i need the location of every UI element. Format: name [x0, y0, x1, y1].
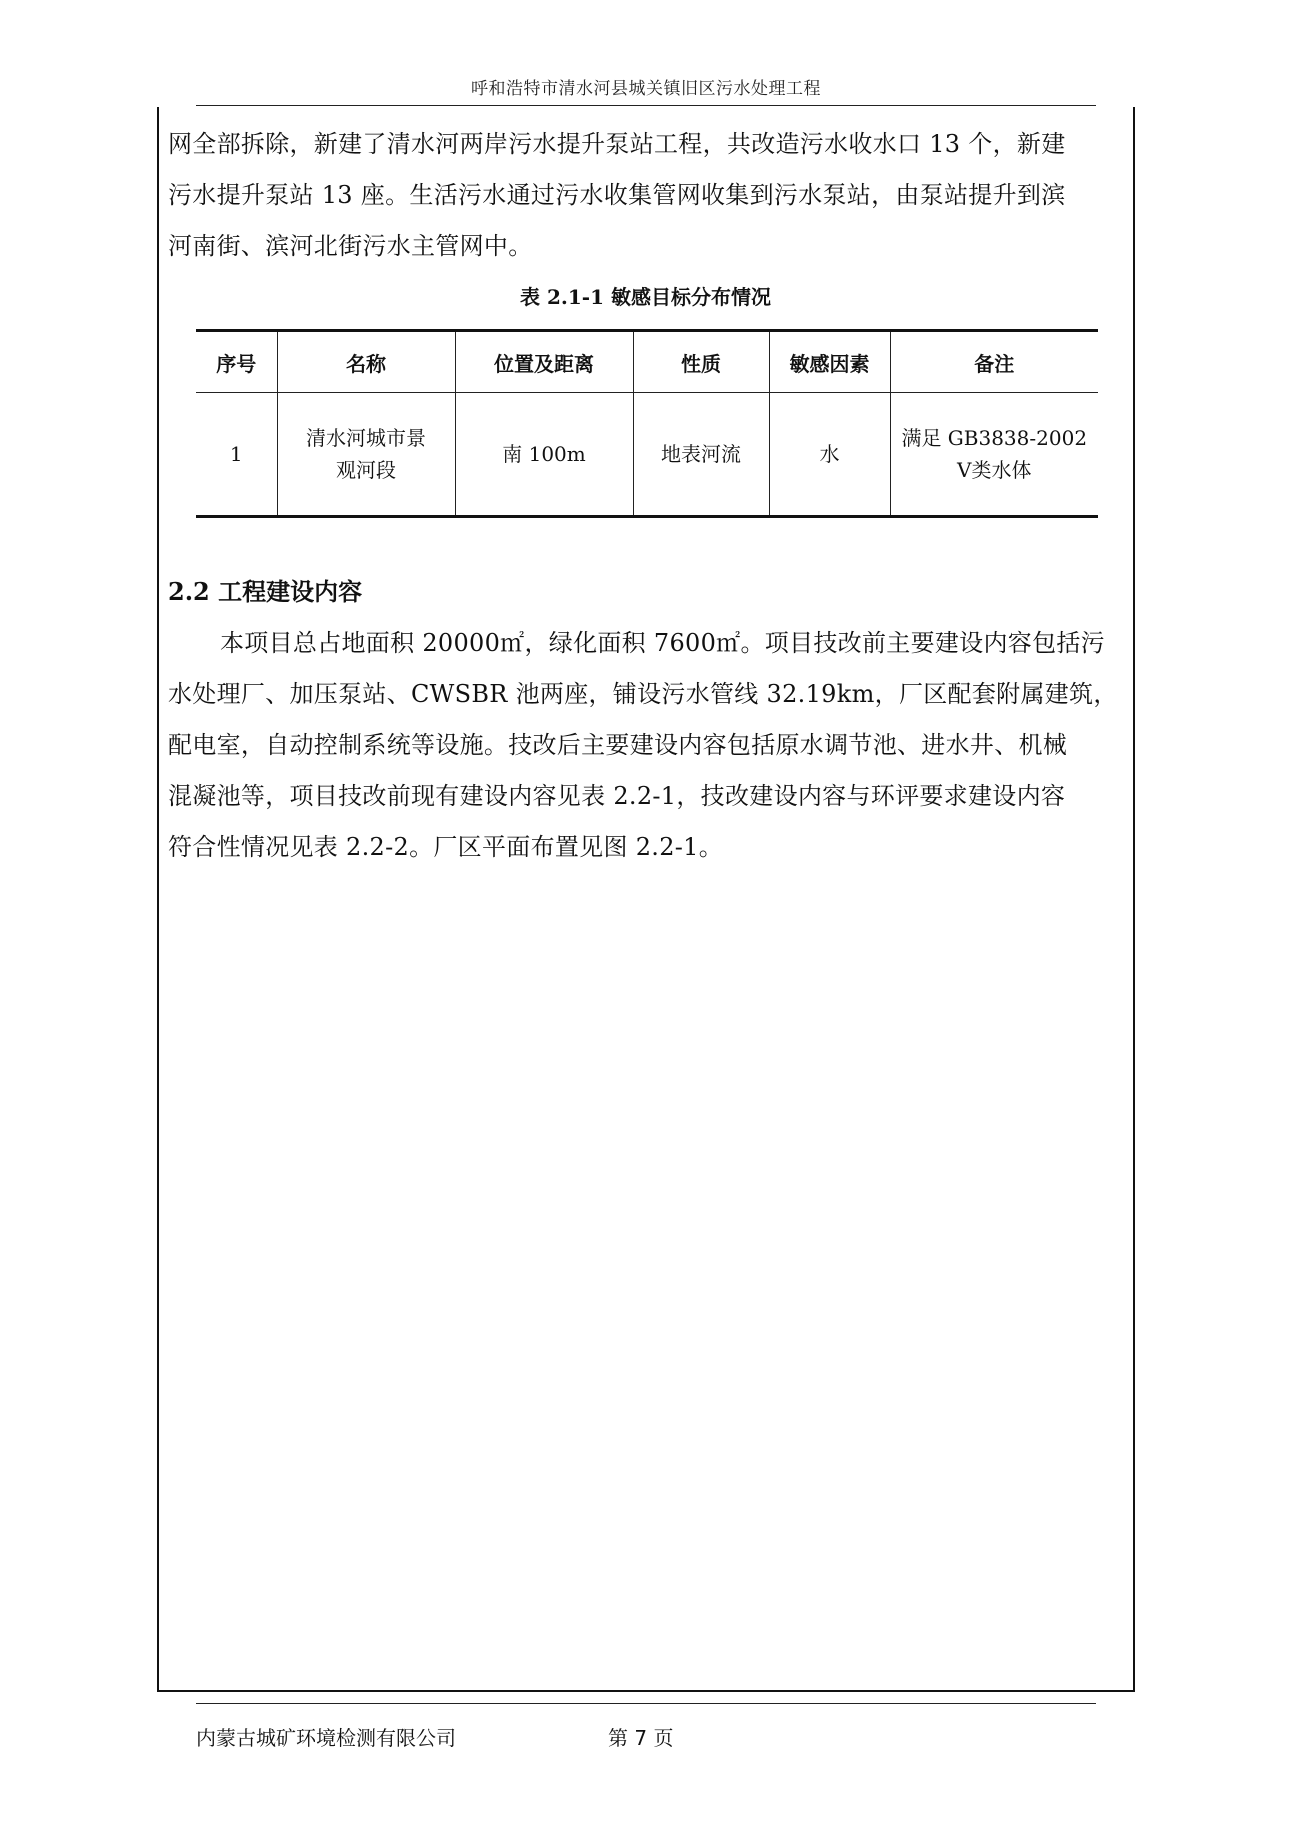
section-heading: 2.2 工程建设内容	[168, 577, 363, 606]
column-header-name: 名称	[277, 331, 455, 393]
column-header-factor: 敏感因素	[769, 331, 890, 393]
section-line: 符合性情况见表 2.2-2。厂区平面布置见图 2.2-1。	[168, 833, 724, 861]
column-header-no: 序号	[196, 331, 277, 393]
table-row	[196, 393, 1098, 517]
sensitive-targets-table	[196, 329, 1098, 518]
table-caption: 表 2.1-1 敏感目标分布情况	[520, 285, 771, 309]
section-line: 配电室，自动控制系统等设施。技改后主要建设内容包括原水调节池、进水井、机械	[168, 731, 1068, 759]
header-divider	[196, 105, 1096, 106]
intro-line: 网全部拆除，新建了清水河两岸污水提升泵站工程，共改造污水收水口 13 个，新建	[168, 130, 1066, 158]
page-header-title: 呼和浩特市清水河县城关镇旧区污水处理工程	[471, 79, 821, 99]
footer-page-number: 第 7 页	[608, 1726, 674, 1750]
cell-note-line1: 满足 GB3838-2002	[901, 426, 1088, 450]
column-header-nature: 性质	[633, 331, 769, 393]
cell-name-line1: 清水河城市景	[306, 426, 426, 450]
section-line: 本项目总占地面积 20000㎡，绿化面积 7600㎡。项目技改前主要建设内容包括污	[220, 629, 1105, 657]
table-header-row	[196, 331, 1098, 393]
cell-nature: 地表河流	[633, 393, 769, 517]
column-header-location: 位置及距离	[455, 331, 633, 393]
intro-paragraph	[168, 119, 1123, 272]
intro-line: 污水提升泵站 13 座。生活污水通过污水收集管网收集到污水泵站，由泵站提升到滨	[168, 181, 1066, 209]
cell-name-line2: 观河段	[336, 458, 396, 482]
cell-location: 南 100m	[455, 393, 633, 517]
footer-company-name: 内蒙古城矿环境检测有限公司	[196, 1726, 456, 1750]
cell-note	[890, 393, 1098, 517]
column-header-note: 备注	[890, 331, 1098, 393]
cell-factor: 水	[769, 393, 890, 517]
section-paragraph	[168, 618, 1123, 873]
cell-name	[277, 393, 455, 517]
footer-divider	[196, 1703, 1096, 1704]
section-line: 水处理厂、加压泵站、CWSBR 池两座，铺设污水管线 32.19km，厂区配套附属建筑，	[168, 680, 1118, 708]
cell-note-line2: Ⅴ类水体	[957, 458, 1032, 482]
intro-line: 河南街、滨河北街污水主管网中。	[168, 232, 533, 260]
section-line: 混凝池等，项目技改前现有建设内容见表 2.2-1，技改建设内容与环评要求建设内容	[168, 782, 1066, 810]
cell-no: 1	[196, 393, 277, 517]
